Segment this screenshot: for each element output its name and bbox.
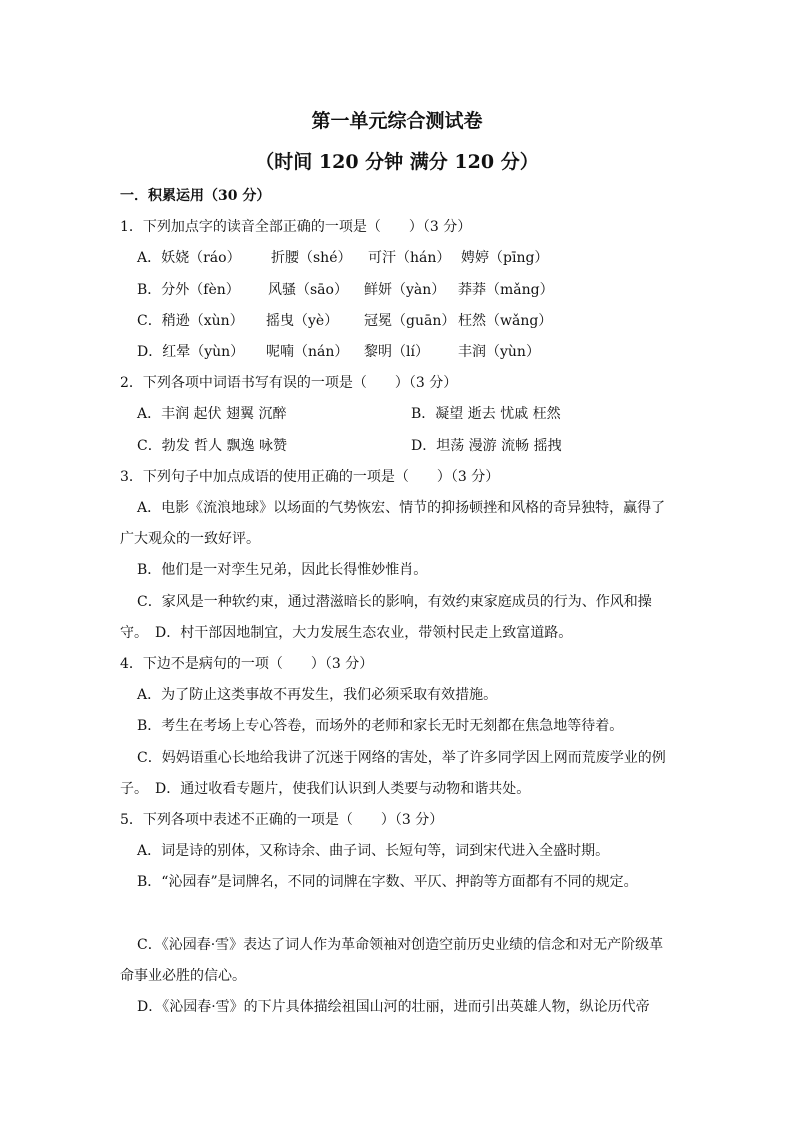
q1-option-c-1: C．稍逊（xùn） bbox=[137, 313, 244, 329]
q1-option-d-4: 丰润（yùn） bbox=[458, 344, 540, 360]
q3-option-a-line2: 广大观众的一致好评。 bbox=[120, 531, 260, 547]
question-2-stem: 2．下列各项中词语书写有误的一项是（ ）（3 分） bbox=[120, 375, 458, 391]
q3-option-a-line1: A．电影《流浪地球》以场面的气势恢宏、情节的抑扬顿挫和风格的奇异独特，赢得了 bbox=[137, 500, 666, 516]
q2-option-b: B．凝望 逝去 忧戚 枉然 bbox=[411, 406, 561, 422]
q3-option-c-line1: C．家风是一种软约束，通过潜滋暗长的影响，有效约束家庭成员的行为、作风和操 bbox=[137, 594, 652, 610]
q4-option-b: B．考生在考场上专心答卷，而场外的老师和家长无时无刻都在焦急地等待着。 bbox=[137, 718, 624, 734]
q5-option-a: A．词是诗的别体，又称诗余、曲子词、长短句等，词到宋代进入全盛时期。 bbox=[137, 843, 610, 859]
page-title: 第一单元综合测试卷 bbox=[311, 110, 483, 132]
q1-option-c-3: 冠冕（guān） bbox=[364, 313, 456, 329]
q1-option-d-2: 呢喃（nán） bbox=[266, 344, 349, 360]
q1-option-c-4: 枉然（wǎng） bbox=[458, 313, 553, 329]
q2-option-a: A．丰润 起伏 翅翼 沉醉 bbox=[137, 406, 287, 422]
question-3-stem: 3．下列句子中加点成语的使用正确的一项是（ ）（3 分） bbox=[120, 469, 500, 485]
q1-option-b-2: 风骚（sāo） bbox=[268, 282, 348, 298]
q4-option-c-line1: C．妈妈语重心长地给我讲了沉迷于网络的害处，举了许多同学因上网而荒废学业的例 bbox=[137, 750, 666, 766]
q1-option-a-1: A．妖娆（ráo） bbox=[137, 250, 241, 266]
q5-option-b: B．“沁园春”是词牌名，不同的词牌在字数、平仄、押韵等方面都有不同的规定。 bbox=[137, 874, 638, 890]
q3-option-c-line2: 守。 D．村干部因地制宜，大力发展生态农业，带领村民走上致富道路。 bbox=[120, 625, 573, 641]
page-subtitle: （时间 120 分钟 满分 120 分） bbox=[255, 151, 539, 173]
question-5-stem: 5．下列各项中表述不正确的一项是（ ）（3 分） bbox=[120, 812, 444, 828]
q1-option-b-1: B．分外（fèn） bbox=[137, 282, 240, 298]
q1-option-c-2: 摇曳（yè） bbox=[266, 313, 339, 329]
q1-option-b-3: 鲜妍（yàn） bbox=[364, 282, 446, 298]
q1-option-a-2: 折腰（shé） bbox=[271, 250, 352, 266]
section-heading: 一．积累运用（30 分） bbox=[120, 188, 271, 204]
q4-option-a: A．为了防止这类事故不再发生，我们必须采取有效措施。 bbox=[137, 687, 498, 703]
question-1-stem: 1．下列加点字的读音全部正确的一项是（ ）（3 分） bbox=[120, 219, 472, 235]
q4-option-c-line2: 子。 D．通过收看专题片，使我们认识到人类要与动物和谐共处。 bbox=[120, 781, 531, 797]
q2-option-c: C．勃发 哲人 飘逸 咏赞 bbox=[137, 438, 288, 454]
q1-option-a-3: 可汗（hán） bbox=[368, 250, 451, 266]
q5-option-c-line1: C．《沁园春·雪》表达了词人作为革命领袖对创造空前历史业绩的信念和对无产阶级革 bbox=[137, 937, 664, 953]
q1-option-d-3: 黎明（lí） bbox=[364, 344, 429, 360]
q5-option-c-line2: 命事业必胜的信心。 bbox=[120, 968, 246, 984]
q1-option-b-4: 莽莽（mǎng） bbox=[458, 282, 554, 298]
q5-option-d-line1: D．《沁园春·雪》的下片具体描绘祖国山河的壮丽，进而引出英雄人物，纵论历代帝 bbox=[137, 999, 650, 1015]
q2-option-d: D．坦荡 漫游 流畅 摇拽 bbox=[411, 438, 562, 454]
question-4-stem: 4．下边不是病句的一项（ ）（3 分） bbox=[120, 656, 374, 672]
q1-option-d-1: D．红晕（yùn） bbox=[137, 344, 245, 360]
q3-option-b: B．他们是一对孪生兄弟，因此长得惟妙惟肖。 bbox=[137, 562, 428, 578]
q1-option-a-4: 娉婷（pīng） bbox=[461, 250, 549, 266]
